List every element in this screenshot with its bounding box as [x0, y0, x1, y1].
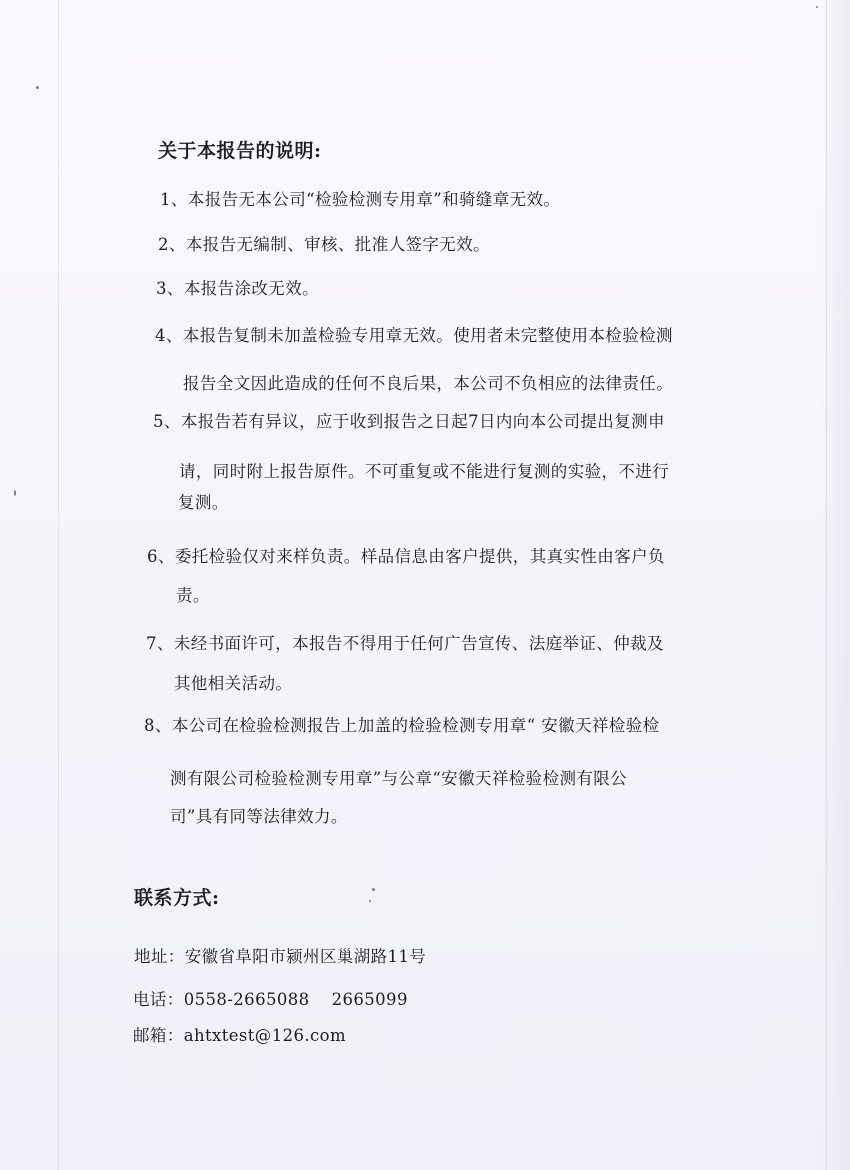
note-text-line: 本报告复制未加盖检验专用章无效。使用者未完整使用本检验检测 [182, 326, 673, 345]
note-text-line: 本报告无本公司“检验检测专用章”和骑缝章无效。 [187, 190, 561, 209]
phone-label: 电话： [133, 990, 184, 1009]
note-number: 8、 [144, 716, 172, 735]
email-value: ahtxtest@126.com [183, 1026, 347, 1045]
note-number: 5、 [153, 412, 181, 431]
note-item-5 [153, 408, 665, 432]
note-item-1 [160, 186, 560, 210]
note-text-line: 复测。 [178, 493, 229, 512]
note-number: 6、 [147, 547, 175, 566]
note-item-8-continuation [170, 803, 348, 827]
address-value: 安徽省阜阳市颍州区巢湖路11号 [184, 947, 427, 966]
note-text-line: 司”具有同等法律效力。 [170, 807, 348, 826]
note-text-line: 其他相关活动。 [174, 674, 293, 693]
note-text-line: 委托检验仅对来样负责。样品信息由客户提供，其真实性由客户负 [174, 547, 665, 566]
note-text-line: 请，同时附上报告原件。不可重复或不能进行复测的实验，不进行 [179, 462, 670, 481]
note-text-line: 责。 [176, 586, 210, 605]
note-item-7 [146, 630, 664, 654]
note-text-line: 测有限公司检验检测专用章”与公章“安徽天祥检验检测有限公 [170, 769, 628, 788]
note-item-8-continuation [170, 765, 627, 789]
report-notes-heading: 关于本报告的说明: [158, 140, 322, 162]
note-text-line: 未经书面许可，本报告不得用于任何广告宣传、法庭举证、仲裁及 [173, 634, 664, 653]
note-item-2 [158, 231, 490, 255]
note-number: 2、 [158, 235, 186, 254]
note-item-4 [155, 322, 673, 346]
note-number: 1、 [160, 190, 188, 209]
contact-phone [133, 986, 408, 1010]
note-text-line: 本报告若有异议，应于收到报告之日起7日内向本公司提出复测申 [180, 412, 665, 431]
note-item-5-continuation [178, 489, 229, 513]
note-item-8 [144, 712, 660, 736]
contact-address [134, 943, 426, 967]
note-number: 7、 [146, 634, 174, 653]
note-text-line: 本报告无编制、审核、批准人签字无效。 [185, 235, 491, 254]
phone-number-2: 2665099 [331, 990, 408, 1009]
phone-number-1: 0558-2665088 [183, 990, 310, 1009]
note-item-6 [147, 543, 665, 567]
note-number: 4、 [155, 326, 183, 345]
note-item-4-continuation [183, 370, 673, 394]
note-item-5-continuation [179, 458, 669, 482]
note-text-line: 本公司在检验检测报告上加盖的检验检测专用章“ 安徽天祥检验检 [171, 716, 660, 735]
note-text-line: 本报告涂改无效。 [183, 279, 320, 298]
address-label: 地址： [134, 947, 185, 966]
note-item-3 [156, 275, 319, 299]
contact-email [133, 1022, 346, 1046]
note-number: 3、 [156, 279, 184, 298]
note-item-7-continuation [174, 670, 292, 694]
email-label: 邮箱： [133, 1026, 184, 1045]
note-item-6-continuation [176, 582, 210, 606]
contact-heading: 联系方式: [134, 887, 220, 909]
note-text-line: 报告全文因此造成的任何不良后果，本公司不负相应的法律责任。 [183, 374, 674, 393]
